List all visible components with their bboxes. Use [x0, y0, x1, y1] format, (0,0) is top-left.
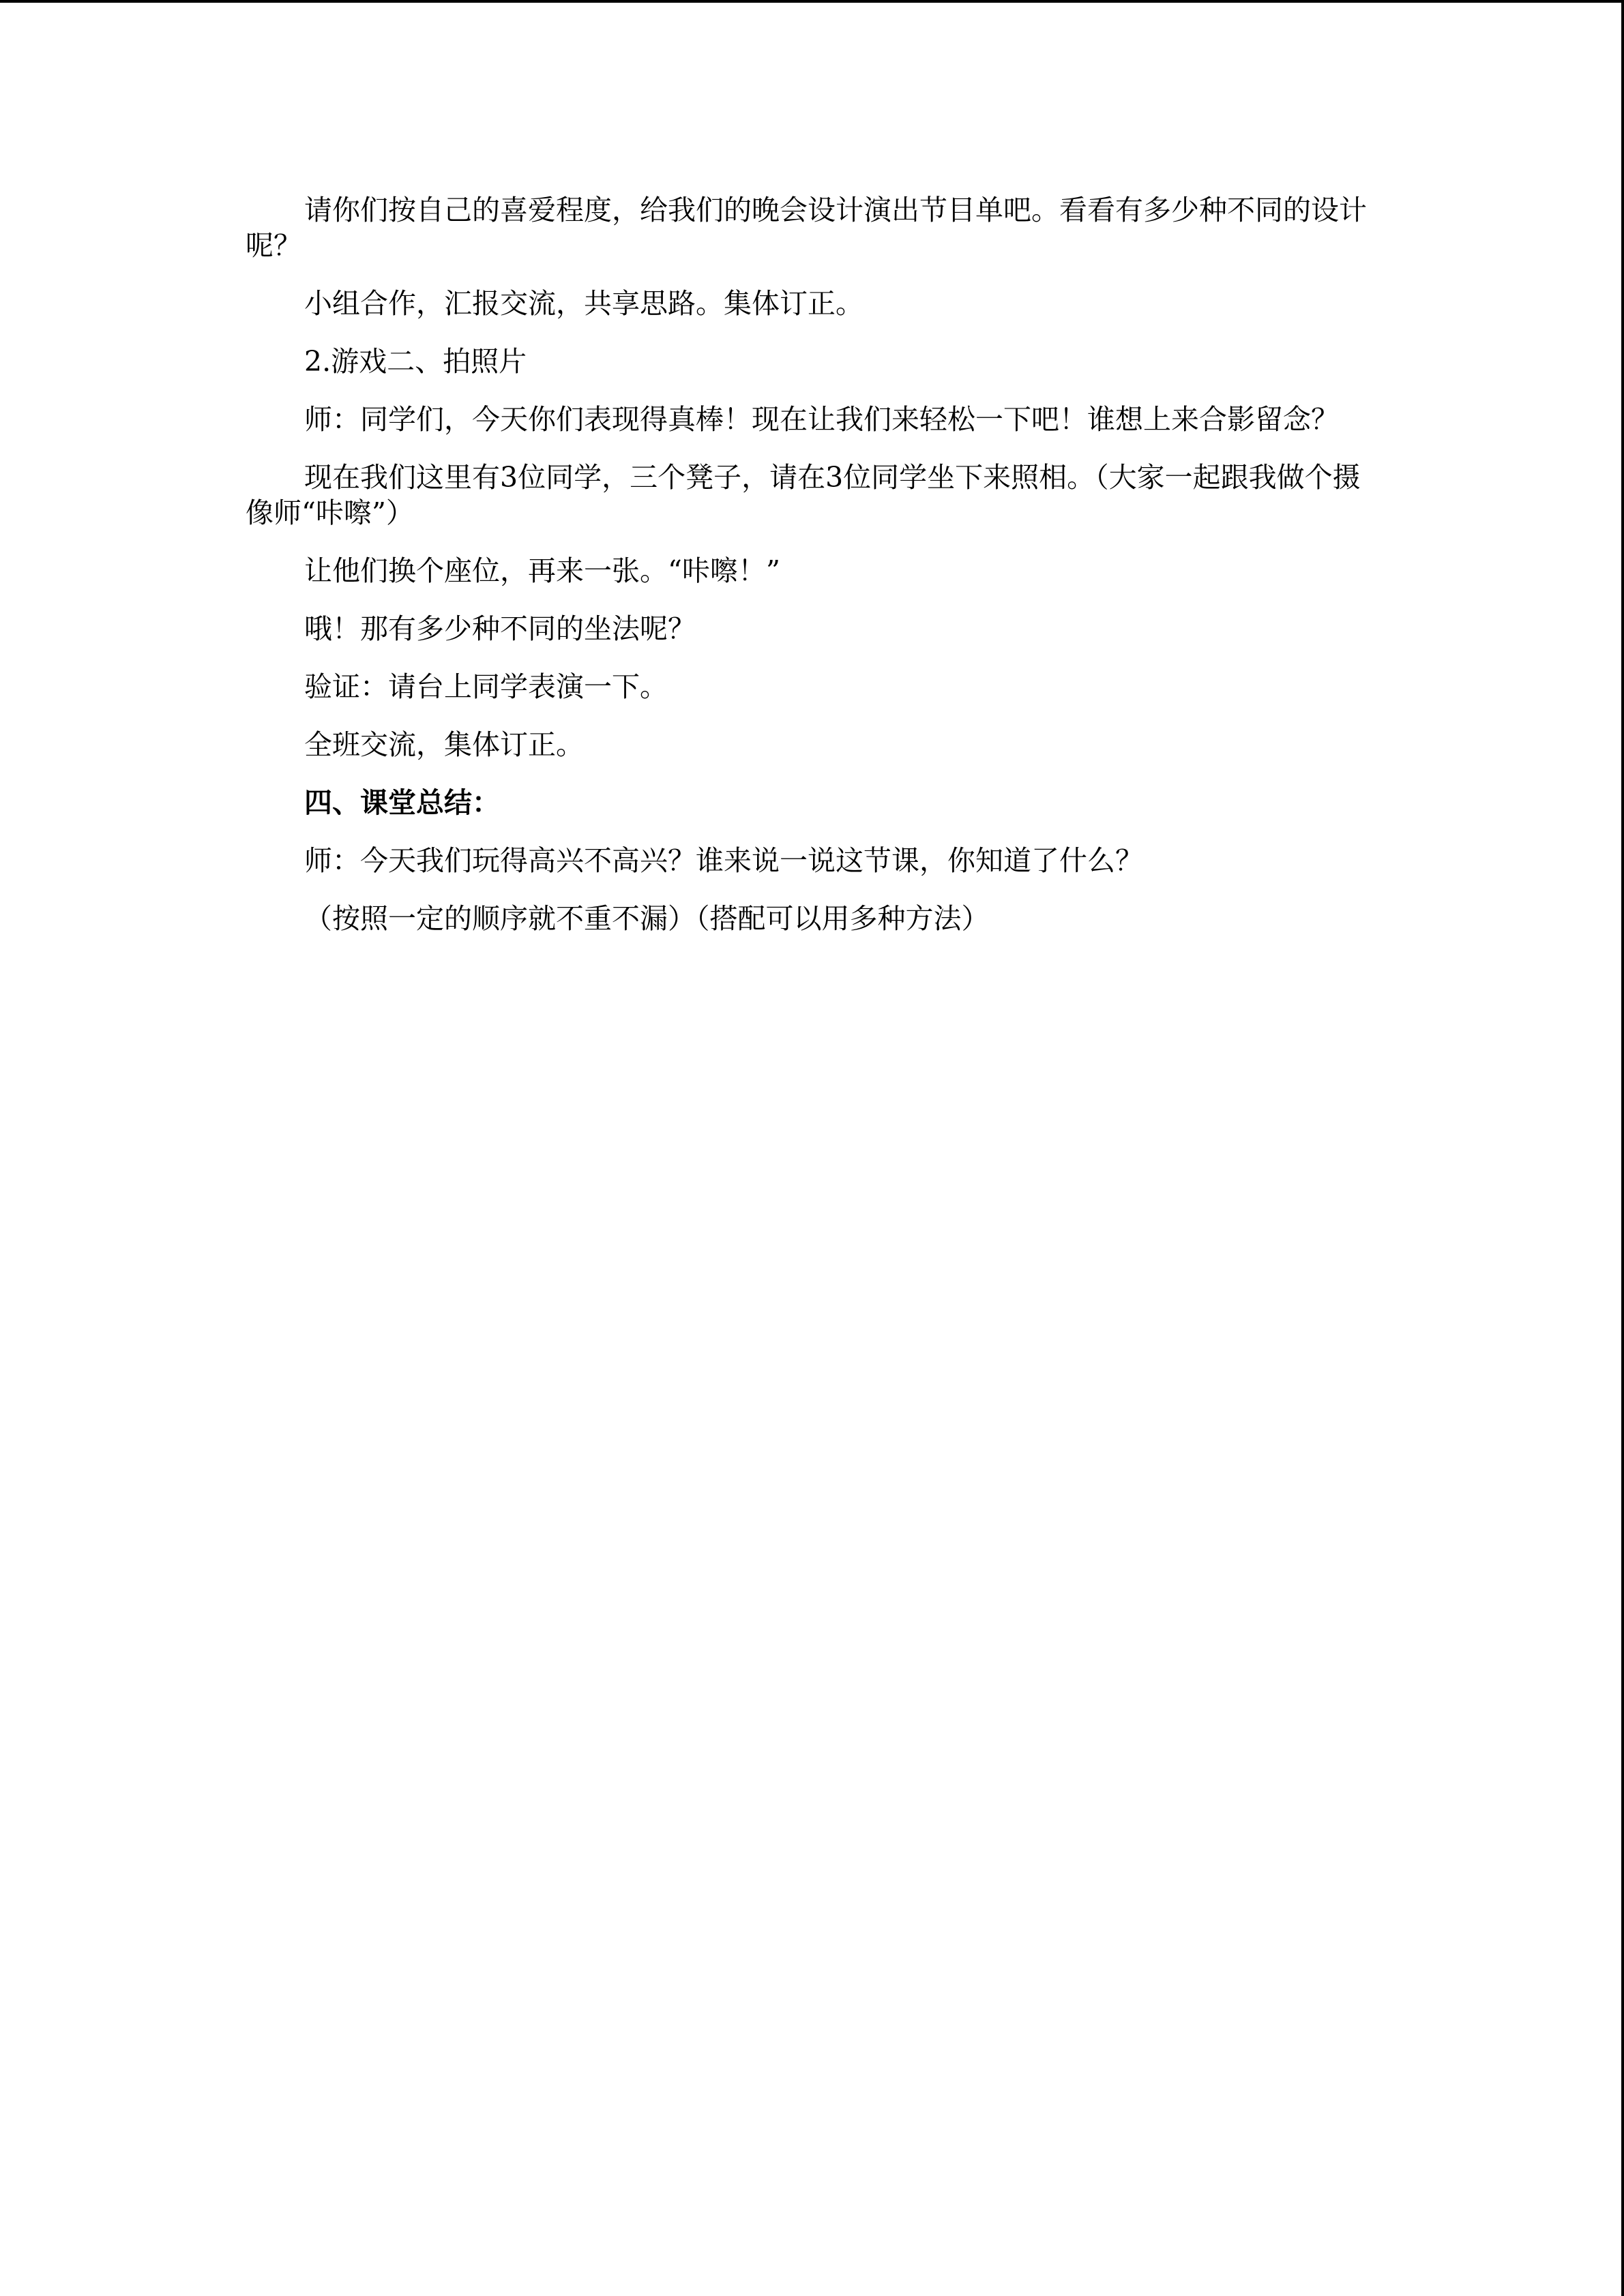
paragraph-verify: 验证：请台上同学表演一下。	[304, 670, 668, 703]
paragraph-conclusion: （按照一定的顺序就不重不漏）（搭配可以用多种方法）	[304, 902, 990, 935]
paragraph-group-cooperation: 小组合作，汇报交流，共享思路。集体订正。	[304, 287, 863, 320]
paragraph-design-program: 请你们按自己的喜爱程度，给我们的晚会设计演出节目单吧。看看有多少种不同的设计呢？	[246, 194, 1367, 262]
section-heading-summary: 四、课堂总结：	[304, 786, 500, 819]
paragraph-change-seats: 让他们换个座位，再来一张。“咔嚓！”	[304, 554, 780, 587]
paragraph-three-students: 现在我们这里有3位同学，三个凳子，请在3位同学坐下来照相。（大家一起跟我做个摄像师“咔嚓”）	[246, 461, 1361, 529]
document-body	[246, 192, 1370, 959]
paragraph-teacher-question: 师：今天我们玩得高兴不高兴？谁来说一说这节课，你知道了什么？	[304, 844, 1143, 877]
paragraph-teacher-praise: 师：同学们，今天你们表现得真棒！现在让我们来轻松一下吧！谁想上来合影留念？	[304, 403, 1339, 436]
paragraph-game-two-heading: 2.游戏二、拍照片	[304, 345, 527, 378]
paragraph-class-exchange: 全班交流，集体订正。	[304, 728, 584, 761]
paragraph-how-many-ways: 哦！那有多少种不同的坐法呢？	[304, 612, 696, 645]
